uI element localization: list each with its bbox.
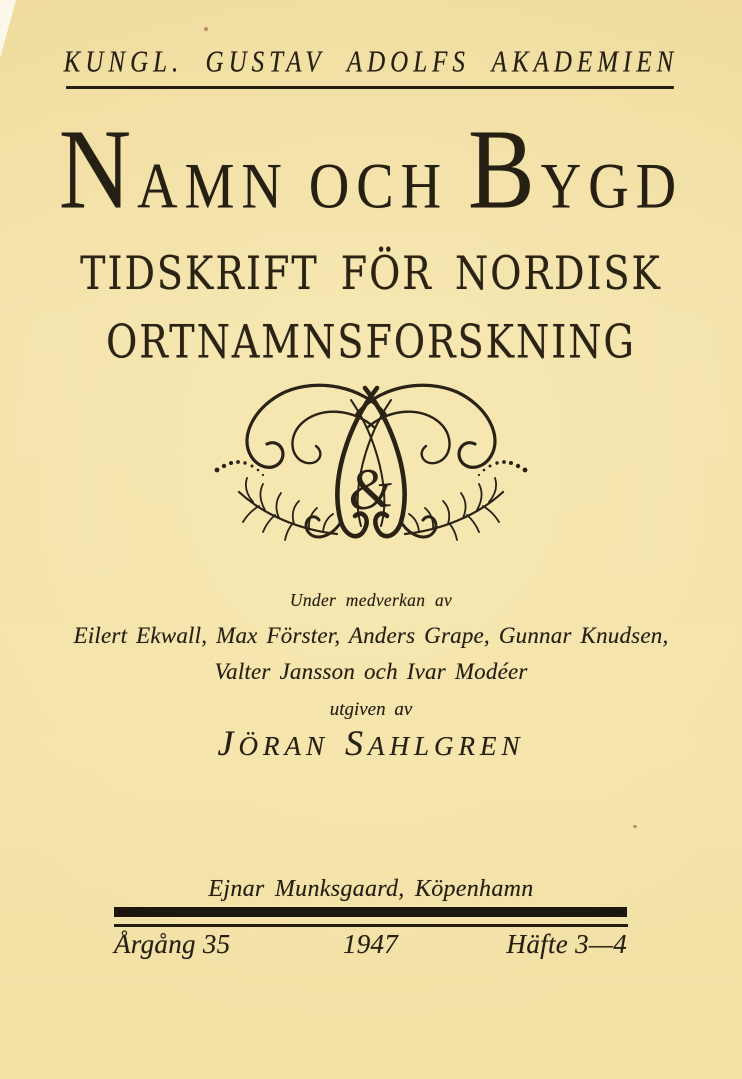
title-word-bygd: BYGD	[468, 105, 684, 233]
editor-name	[0, 722, 742, 764]
volume-label: Årgång 35	[114, 929, 231, 959]
contributors-names	[0, 618, 742, 690]
contributors-intro: Under medverkan av	[289, 590, 453, 610]
ornament-ampersand-glyph: &	[344, 453, 396, 524]
calligraphic-nb-monogram-flourish-icon	[209, 376, 533, 560]
contributors-line-2: Valter Jansson och Ivar Modéer	[214, 659, 528, 684]
editor-intro: utgiven av	[329, 699, 413, 720]
editor-last-name: SAHLGREN	[344, 723, 525, 763]
subtitle-line-1: TIDSKRIFT FÖR NORDISK	[80, 247, 662, 300]
subtitle-line-2: ORTNAMNSFORSKNING	[106, 315, 636, 369]
year-label: 1947	[342, 929, 399, 959]
title-word-namn: NAMN	[58, 105, 289, 233]
journal-title	[0, 105, 742, 260]
publisher-imprint: Ejnar Munksgaard, Köpenhamn	[208, 876, 534, 902]
academy-rule-divider	[66, 86, 674, 89]
title-word-och: OCH	[308, 151, 449, 223]
academy-header: KUNGL. GUSTAV ADOLFS AKADEMIEN	[63, 46, 679, 79]
paper-speck	[633, 825, 637, 828]
thin-rule-divider	[114, 924, 628, 927]
editor-first-name: JÖRAN	[217, 723, 329, 763]
journal-subtitle	[0, 240, 742, 377]
thick-rule-divider	[114, 907, 627, 917]
contributors-line-1: Eilert Ekwall, Max Förster, Anders Grape, Gunnar Knudsen,	[73, 623, 669, 648]
issue-label: Häfte 3—4	[506, 929, 627, 959]
issue-info-row	[114, 929, 627, 960]
paper-speck	[204, 27, 208, 31]
